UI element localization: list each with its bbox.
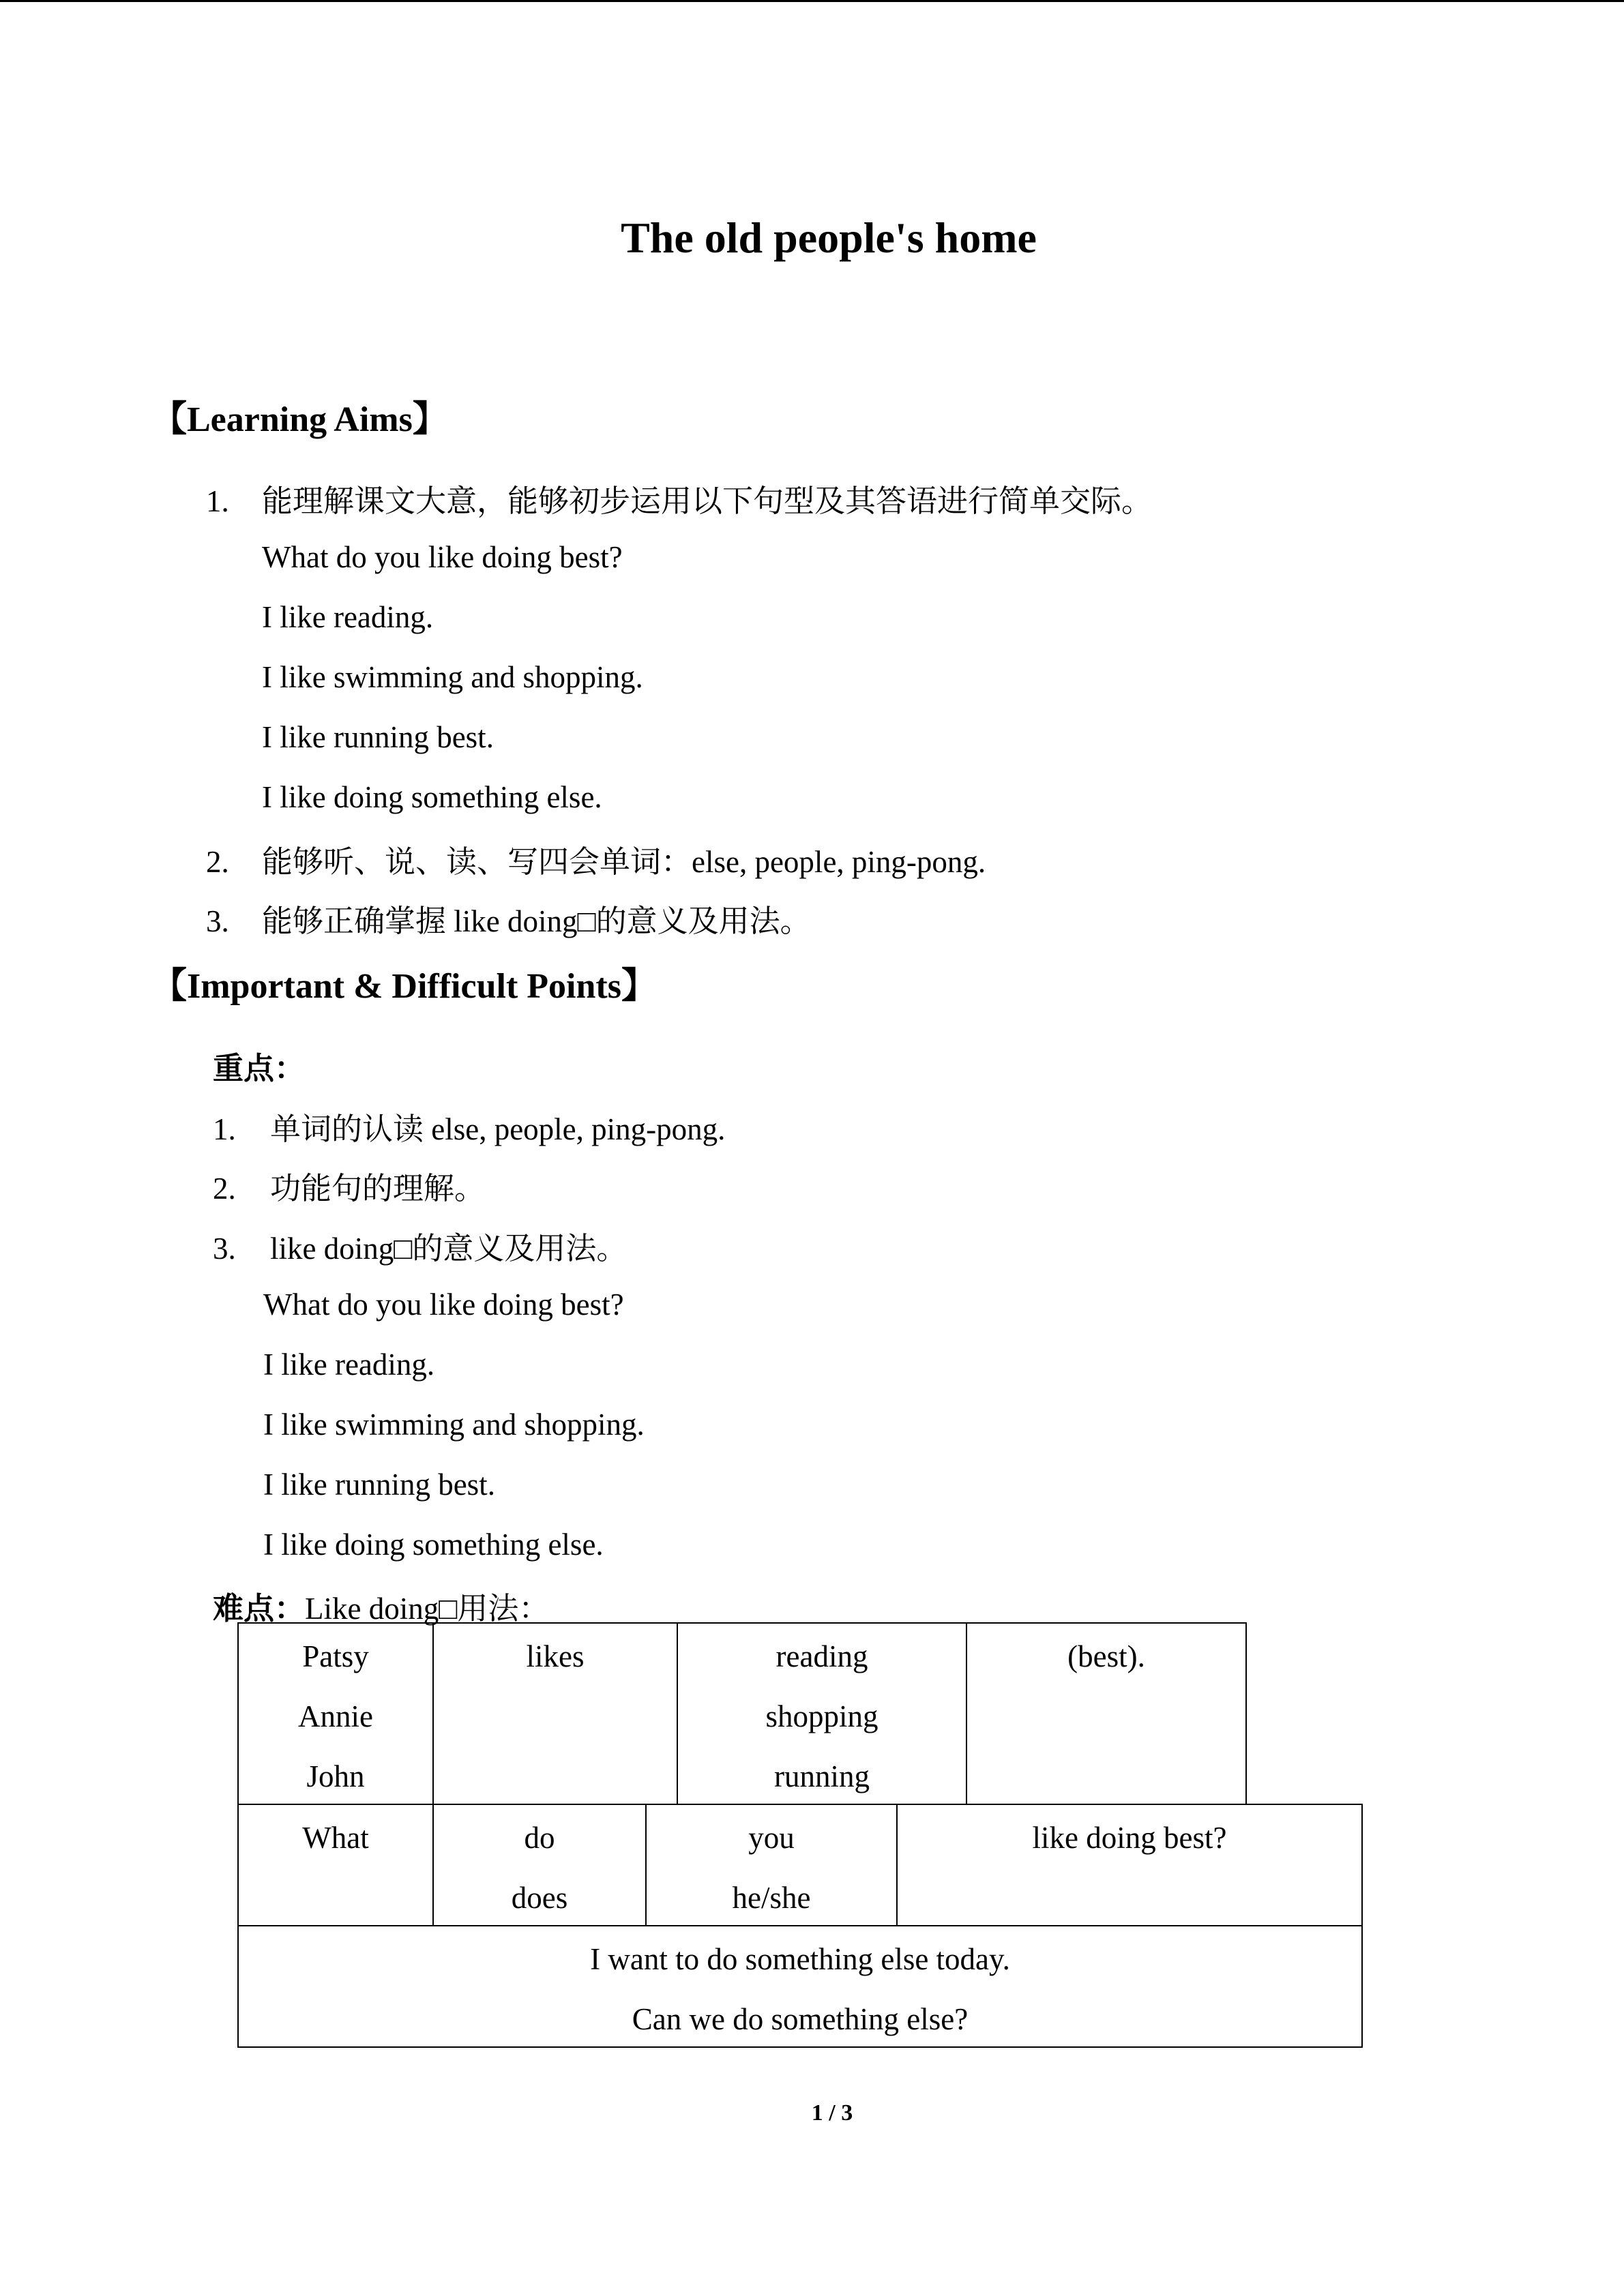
learning-aims-heading: 【Learning Aims】	[151, 400, 448, 439]
pronoun: you	[748, 1821, 795, 1855]
subject-name: John	[306, 1759, 365, 1793]
table-cell-pronouns	[645, 1804, 898, 1926]
aim-item-1-text: 能理解课文大意，能够初步运用以下句型及其答语进行简单交际。	[262, 484, 1153, 518]
key-point-1-number: 1.	[213, 1112, 236, 1146]
point-sentence: I like doing something else.	[263, 1527, 604, 1562]
point-sentence: What do you like doing best?	[263, 1287, 624, 1322]
aim-item-1-number: 1.	[206, 484, 229, 518]
key-point-1	[213, 1104, 725, 1148]
aim-item-2-text: 能够听、说、读、写四会单词：else, people, ping-pong.	[262, 845, 986, 879]
aim-sentence: What do you like doing best?	[262, 540, 623, 574]
aim-sentence: I like doing something else.	[262, 780, 602, 814]
table-cell-rest	[896, 1804, 1363, 1926]
activity-text: reading	[776, 1639, 868, 1673]
subject-name: Patsy	[302, 1639, 369, 1673]
subject-name: Annie	[298, 1699, 373, 1733]
aim-sentence: I like swimming and shopping.	[262, 660, 643, 694]
pronoun: he/she	[732, 1881, 811, 1915]
aim-item-1	[206, 476, 1152, 520]
table-cell-wh	[237, 1804, 434, 1926]
key-points-label: 重点：	[213, 1052, 306, 1086]
aim-item-2-number: 2.	[206, 845, 229, 879]
table-cell-verb	[432, 1622, 678, 1805]
table-cell-else	[237, 1925, 1363, 2048]
activity-text: running	[774, 1759, 870, 1793]
point-sentence: I like swimming and shopping.	[263, 1407, 645, 1442]
page-title: The old people's home	[621, 213, 1037, 262]
else-sentence: I want to do something else today.	[590, 1942, 1010, 1976]
aim-item-3	[206, 896, 811, 940]
aim-sentence: I like reading.	[262, 600, 434, 634]
table-cell-subjects	[237, 1622, 434, 1805]
table-cell-end	[966, 1622, 1247, 1805]
key-point-3	[213, 1223, 627, 1268]
wh-word: What	[302, 1821, 369, 1855]
key-point-1-text: 单词的认读 else, people, ping-pong.	[270, 1112, 726, 1146]
key-point-3-text: like doing□的意义及用法。	[270, 1232, 628, 1266]
else-sentence: Can we do something else?	[632, 2002, 969, 2036]
key-point-2-text: 功能句的理解。	[270, 1172, 486, 1206]
table-cell-activities	[677, 1622, 967, 1805]
aim-item-2	[206, 837, 986, 881]
verb-text: likes	[526, 1639, 585, 1673]
key-point-2	[213, 1163, 485, 1208]
aim-item-3-text: 能够正确掌握 like doing□的意义及用法。	[262, 904, 811, 938]
aux-verb: do	[524, 1821, 555, 1855]
difficult-point	[213, 1583, 549, 1628]
end-text: (best).	[1067, 1639, 1145, 1673]
activity-text: shopping	[765, 1699, 879, 1733]
aux-verb: does	[511, 1881, 568, 1915]
difficult-points-label: 难点：	[213, 1592, 306, 1626]
key-point-3-number: 3.	[213, 1232, 236, 1266]
aim-item-3-number: 3.	[206, 904, 229, 938]
table-cell-aux	[432, 1804, 647, 1926]
question-rest: like doing best?	[1032, 1821, 1227, 1855]
page-number: 1 / 3	[811, 2100, 853, 2126]
point-sentence: I like running best.	[263, 1467, 495, 1502]
points-heading: 【Important & Difficult Points】	[151, 967, 657, 1006]
difficult-points-text: Like doing□用法：	[305, 1592, 550, 1626]
aim-sentence: I like running best.	[262, 720, 494, 754]
key-point-2-number: 2.	[213, 1172, 236, 1206]
point-sentence: I like reading.	[263, 1347, 435, 1382]
